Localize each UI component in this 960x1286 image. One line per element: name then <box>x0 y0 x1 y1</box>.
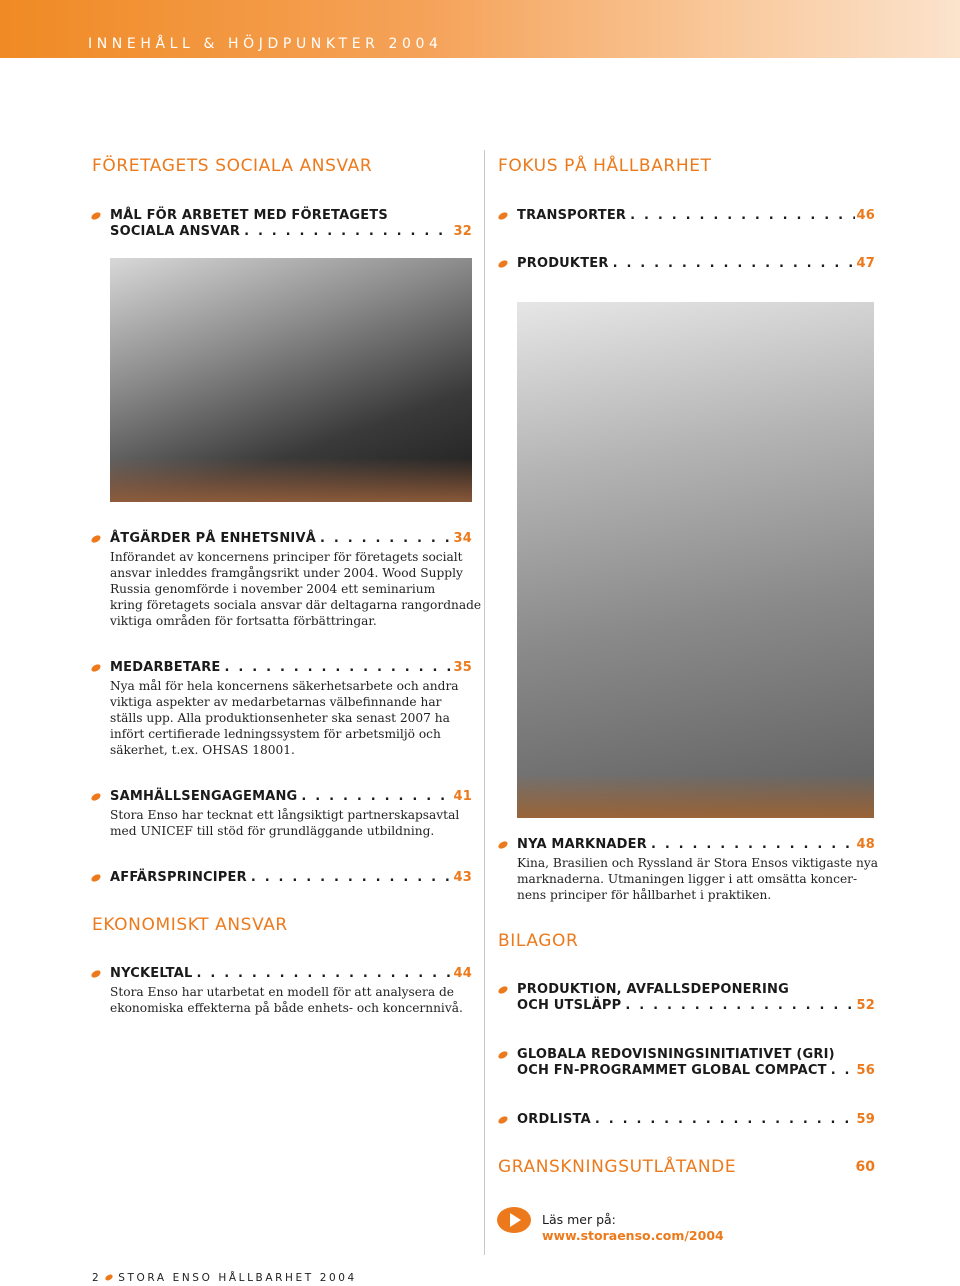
read-more-label: Läs mer på: <box>542 1212 616 1227</box>
toc-entry-produktion[interactable] <box>517 982 875 1014</box>
entry-title: SOCIALA ANSVAR <box>110 224 241 239</box>
entry-title: NYA MARKNADER <box>517 837 647 852</box>
entry-description: Stora Enso har utarbetat en modell för att analysera de ekonomiska effekterna på både enhets- och koncernnivå. <box>110 985 463 1015</box>
toc-entry-affars[interactable] <box>110 870 472 886</box>
leader-dots <box>196 966 451 982</box>
toc-entry-nya[interactable] <box>517 837 878 903</box>
section-title-focus: FOKUS PÅ HÅLLBARHET <box>498 156 712 176</box>
entry-title: TRANSPORTER <box>517 208 627 223</box>
leader-dots <box>595 1112 855 1128</box>
bullet-icon <box>497 1050 509 1060</box>
page-number: 60 <box>855 1159 875 1175</box>
toc-entry-produkter[interactable] <box>517 256 875 272</box>
toc-entry-nyckeltal[interactable] <box>110 966 472 1016</box>
section-title-granskning: GRANSKNINGSUTLÅTANDE <box>498 1157 737 1177</box>
leader-dots <box>651 837 855 853</box>
leader-dots <box>831 1063 855 1079</box>
entry-title: MÅL FÖR ARBETET MED FÖRETAGETS <box>110 208 388 223</box>
leader-dots <box>224 660 451 676</box>
entry-title: OCH FN-PROGRAMMET GLOBAL COMPACT <box>517 1063 827 1078</box>
entry-title: SAMHÄLLSENGAGEMANG <box>110 789 298 804</box>
page-number: 59 <box>856 1112 875 1127</box>
section-title-economic: EKONOMISKT ANSVAR <box>92 915 288 935</box>
photo-worker <box>517 302 874 818</box>
section-title-social: FÖRETAGETS SOCIALA ANSVAR <box>92 156 373 176</box>
entry-title: PRODUKTION, AVFALLSDEPONERING <box>517 982 789 997</box>
bullet-icon <box>497 840 509 850</box>
bullet-icon <box>90 663 102 673</box>
header-band <box>0 0 960 58</box>
leader-dots <box>251 870 452 886</box>
bullet-icon <box>90 792 102 802</box>
page-number: 56 <box>856 1063 875 1078</box>
bullet-icon <box>497 985 509 995</box>
page-number: 47 <box>856 256 875 271</box>
leader-dots <box>630 208 854 224</box>
toc-entry-gri[interactable] <box>517 1047 875 1079</box>
column-divider <box>484 150 485 1255</box>
entry-title: NYCKELTAL <box>110 966 193 981</box>
bullet-icon <box>90 873 102 883</box>
entry-description: Kina, Brasilien och Ryssland är Stora Ensos viktigaste nya marknaderna. Utmaningen ligger i att omsätta koncer- nens principer för hållbarhet i praktiken. <box>517 856 878 902</box>
toc-entry-transporter[interactable] <box>517 208 875 224</box>
header-title: INNEHÅLL & HÖJDPUNKTER 2004 <box>88 36 443 52</box>
entry-title: PRODUKTER <box>517 256 609 271</box>
entry-description: Stora Enso har tecknat ett långsiktigt partnerskapsavtal med UNICEF till stöd för grundläggande utbildning. <box>110 808 460 838</box>
bullet-icon <box>90 534 102 544</box>
leader-dots <box>320 531 452 547</box>
toc-entry-mal[interactable] <box>110 208 472 240</box>
toc-entry-samhalls[interactable] <box>110 789 472 839</box>
leader-dots <box>301 789 451 805</box>
entry-title: ORDLISTA <box>517 1112 591 1127</box>
entry-description: Införandet av koncernens principer för företagets socialt ansvar inleddes framgångsrikt under 2004. Wood Supply Russia genomförde i november 2004 ett seminarium kring företagets sociala ansvar där deltagarna rangordnade viktiga områden för fortsatta förbättringar. <box>110 550 482 628</box>
bullet-icon <box>90 211 102 221</box>
footer-text: STORA ENSO HÅLLBARHET 2004 <box>118 1272 357 1284</box>
footer-page-number: 2 <box>92 1272 102 1284</box>
page-number: 52 <box>856 998 875 1013</box>
toc-entry-ordlista[interactable] <box>517 1112 875 1128</box>
bullet-icon <box>90 969 102 979</box>
read-more <box>542 1212 724 1244</box>
play-arrow-icon <box>497 1207 531 1233</box>
section-title-bilagor: BILAGOR <box>498 931 579 951</box>
toc-entry-granskning[interactable] <box>498 1157 875 1177</box>
bullet-icon <box>497 211 509 221</box>
page-number: 32 <box>453 224 472 239</box>
entry-description: Nya mål för hela koncernens säkerhetsarbete och andra viktiga aspekter av medarbetarnas välbefinnande har ställs upp. Alla produktionsenheter ska senast 2007 ha infört certifierade ledningssystem för arbetsmiljö och säkerhet, t.ex. OHSAS 18001. <box>110 679 459 757</box>
page-number: 41 <box>453 789 472 804</box>
entry-title: ÅTGÄRDER PÅ ENHETSNIVÅ <box>110 531 316 546</box>
entry-title: OCH UTSLÄPP <box>517 998 622 1013</box>
bullet-icon <box>497 259 509 269</box>
entry-title: MEDARBETARE <box>110 660 221 675</box>
entry-title: AFFÄRSPRINCIPER <box>110 870 247 885</box>
bullet-icon <box>497 1115 509 1125</box>
page-number: 35 <box>453 660 472 675</box>
read-more-link[interactable]: www.storaenso.com/2004 <box>542 1228 724 1243</box>
leader-dots <box>613 256 855 272</box>
page-number: 43 <box>453 870 472 885</box>
page-number: 48 <box>856 837 875 852</box>
page-number: 46 <box>856 208 875 223</box>
page-footer <box>92 1272 357 1284</box>
photo-seminar <box>110 258 472 502</box>
toc-entry-atgarder[interactable] <box>110 531 482 629</box>
toc-entry-medarbetare[interactable] <box>110 660 472 758</box>
page-number: 44 <box>453 966 472 981</box>
leader-dots <box>625 998 854 1014</box>
entry-title: GLOBALA REDOVISNINGSINITIATIVET (GRI) <box>517 1047 835 1062</box>
leader-dots <box>244 224 451 240</box>
page-number: 34 <box>453 531 472 546</box>
bullet-icon <box>105 1273 114 1281</box>
